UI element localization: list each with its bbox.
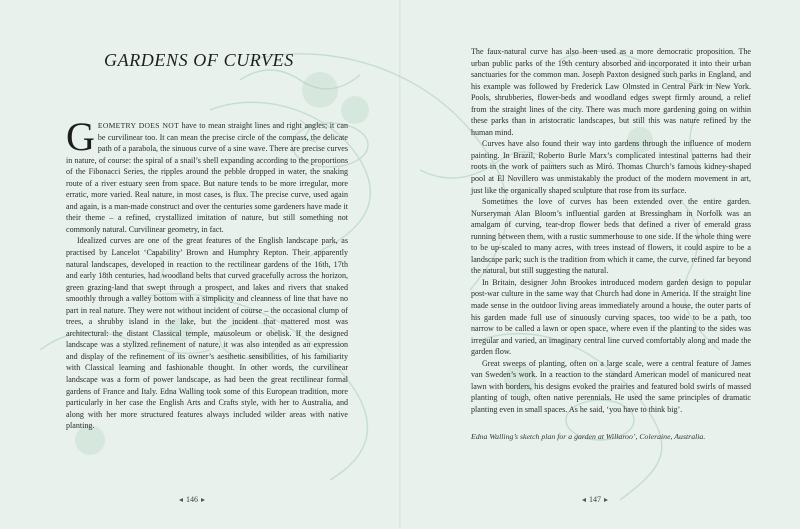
- arrow-left-icon: [582, 498, 586, 502]
- right-page: [400, 0, 800, 529]
- paragraph: Sometimes the love of curves has been extended over the entire garden. Nurseryman Alan Bloom’s influential garden at Bressingham in Norfolk was an amalgam of curving, tear-drop flower beds that defined a river of emerald grass running between them, with a rustic summerhouse to one side. If the whole thing were to be up-scaled to many acres, with trees instead of flowers, it could aspire to be a landscape park; such is the tradition from which it came, the curve, refined far beyond the natural, but still suggesting the natural.: [471, 197, 751, 276]
- folio-number: 147: [589, 495, 601, 504]
- chapter-title: GARDENS OF CURVES: [104, 50, 294, 70]
- lead-in-smallcaps: EOMETRY DOES NOT: [97, 121, 180, 130]
- left-text-column: [66, 114, 348, 432]
- paragraph-text: have to mean straight lines and right angles; it can be curvilinear too. It can mean the precise circle of the compass, the delicate path of a parabola, the sinuous curve of a sine wave. There are precise curves in nature, of course: the spiral of a snail’s shell expanding according to the proportions of the Fibonacci Series, the ripples around the pebble dropped in water, the snaking route of a river estuary seen from space. But nature tends to be more irregular, more erratic, more varied. Real nature, in most cases, is flux. The precise curve, used again and again, is a man-made construct and over the centuries some gardeners have made it their theme – a refined, crystallized imitation of nature, but still something not commonly natural. Curvilinear geometry, in fact.: [66, 121, 348, 234]
- arrow-right-icon: [201, 498, 205, 502]
- paragraph: In Britain, designer John Brookes introduced modern garden design to popular post-war culture in the same way that Church had done in America. If the straight line made sense in the outdoor living areas immediately around a house, the outer parts of his garden made full use of sinuously curving spaces, too wide to be a path, too narrow to be called a lawn or open space, where even if the planting to the sides was irregular and varied, an imaginary central line curved comfortably along and made the garden flow.: [471, 277, 751, 357]
- paragraph: Curves have also found their way into gardens through the influence of modern painting. In Brazil, Roberto Burle Marx’s complicated intestinal patterns had their roots in the work of painters such as Miró. Thomas Church’s famous kidney-shaped pool at El Novillero was unmistakably the product of the modern movement in art, just like the organically shaped sculpture that rose from its surface.: [471, 139, 751, 195]
- page-number-left: [179, 495, 205, 504]
- paragraph: The faux-natural curve has also been used as a more democratic proposition. The urban public parks of the 19th century absorbed and incorporated it into their urban sanctuaries for the common man. Joseph Paxton designed such parks in England, and his example was followed by Frederick Law Olmsted in Central Park in New York. Pools, shrubberies, flower-beds and woodland edges swept firmly around, a relief from the straight lines of the city. There was much more gardening going on within these parks than in aristocratic landscapes, but still this was nature refined by the human mind.: [471, 47, 751, 137]
- arrow-left-icon: [179, 498, 183, 502]
- figure-caption: Edna Walling’s sketch plan for a garden at Willaroo’, Coleraine, Australia.: [471, 432, 706, 441]
- paragraph: Great sweeps of planting, often on a large scale, were a central feature of James van Sweden’s work. In a reaction to the standard American model of manicured neat lawn with borders, his designs evoked the prairies and featured bold swirls of massed planting of tough, often native perennials. He used the same principles of dramatic planting even in small spaces. As he said, ‘you have to think big’.: [471, 358, 751, 414]
- page-number-right: [582, 495, 608, 504]
- drop-cap: G: [66, 114, 95, 159]
- paragraph: Idealized curves are one of the great features of the English landscape park, as practised by Lancelot ‘Capability’ Brown and Humphry Repton. Their apparently natural landscapes, developed in reaction to the rectilinear gardens of the 16th, 17th and early 18th centuries, had woodland belts that curved gracefully across the horizon, green grazing-land that swept through a prospect, and lakes and rivers that snaked smoothly through a valley bottom with a simplicity and cleanness of line that have no part in real nature. They were not without incident of course – the occasional clump of trees, a shrubby island in the lake, but the incident that mattered most was architectural: the distant Classical temple, mausoleum or obelisk. If the designed landscape was a stylized refinement of nature, it was also intended as an expression and display of the refinement of its owner’s aesthetic sensibilities, of his familiarity with Classical learning and fashionable thought. In other words, the curvilinear landscape was a form of power landscape, as had been the great rectilinear formal gardens of France and Italy. Edna Walling took some of this European tradition, more particularly in her case the English Arts and Crafts style, with her to Australia, and along with her more structured features always included wilder areas with native planting.: [66, 236, 348, 431]
- folio-number: 146: [186, 495, 198, 504]
- right-text-column: [471, 46, 751, 416]
- opening-paragraph: [66, 114, 348, 235]
- arrow-right-icon: [604, 498, 608, 502]
